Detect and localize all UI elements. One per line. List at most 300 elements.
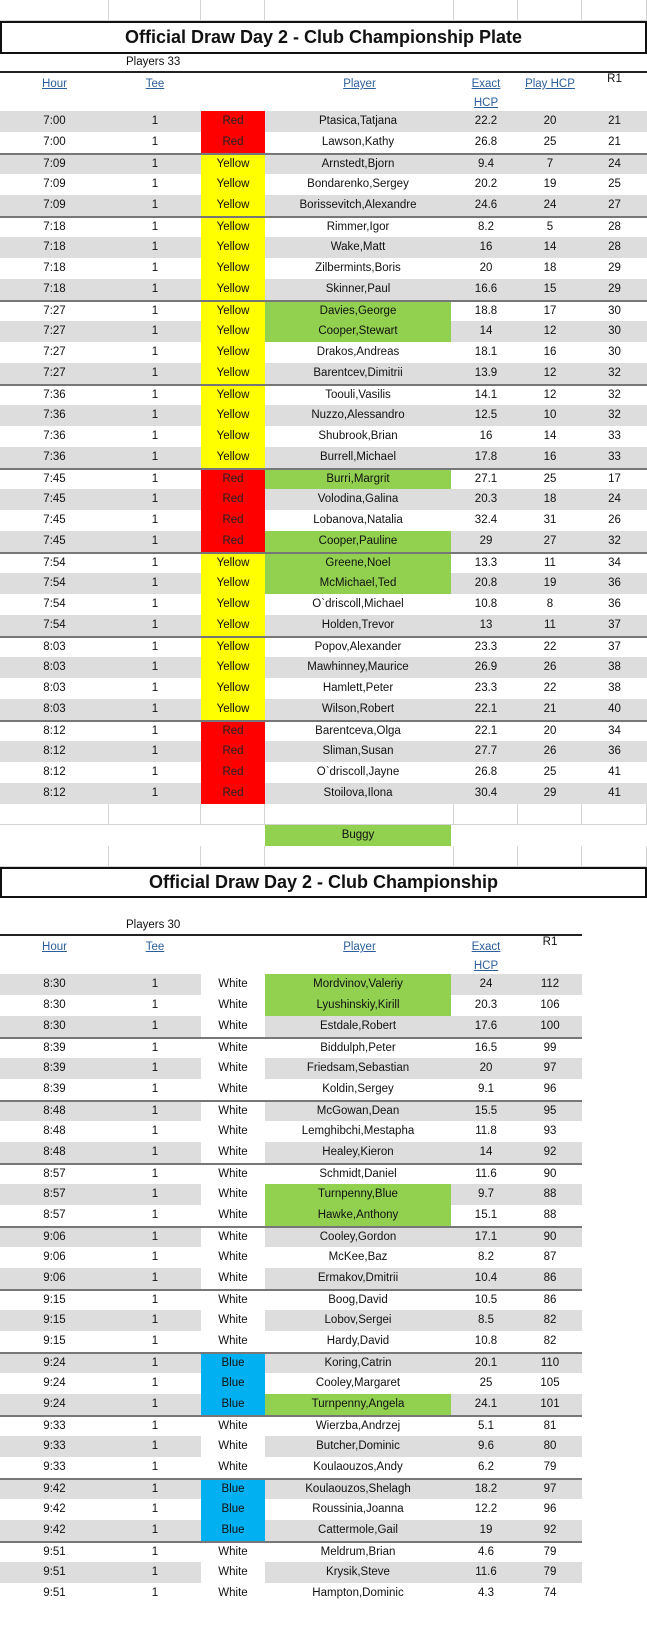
exact-hcp: 12.5 <box>474 409 498 421</box>
player-name: Burrell,Michael <box>319 451 397 463</box>
tee-time: 9:15 <box>43 1314 66 1326</box>
tee-number: 1 <box>151 473 159 485</box>
table-row <box>0 1520 582 1541</box>
tee-number: 1 <box>151 1042 159 1054</box>
tee-color: White <box>201 1583 265 1604</box>
tee-color: White <box>201 1247 265 1268</box>
r1-score: 32 <box>608 367 621 379</box>
player-name: Boog,David <box>328 1294 388 1306</box>
tee-color: Red <box>201 762 265 783</box>
r1-score: 33 <box>608 430 621 442</box>
table-row <box>0 1436 582 1457</box>
table-row <box>0 1499 582 1520</box>
tee-color: Yellow <box>201 638 265 657</box>
player-name: Mordvinov,Valeriy <box>265 974 451 995</box>
r1-score: 92 <box>543 1146 557 1158</box>
player-name: Arnstedt,Bjorn <box>321 158 395 170</box>
player-name: Zilbermints,Boris <box>315 262 401 274</box>
table-row <box>0 258 647 279</box>
r1-score: 26 <box>608 514 621 526</box>
tee-time: 9:51 <box>43 1587 66 1599</box>
tee-color: Yellow <box>201 554 265 573</box>
exact-hcp: 16.6 <box>474 283 498 295</box>
r1-score: 36 <box>608 745 621 757</box>
player-header[interactable]: Player <box>343 941 376 953</box>
player-name: Holden,Trevor <box>321 619 395 631</box>
tee-number: 1 <box>151 661 159 673</box>
exact-hcp: 13.9 <box>474 367 498 379</box>
tee-time: 8:57 <box>43 1209 66 1221</box>
tee-number: 1 <box>151 535 159 547</box>
r1-score: 79 <box>543 1461 557 1473</box>
table-row <box>0 384 647 405</box>
exact-hcp: 20 <box>479 262 493 274</box>
exact-hcp: 25 <box>479 1377 493 1389</box>
player-name: Wierzba,Andrzej <box>315 1420 401 1432</box>
play-hcp: 15 <box>543 283 557 295</box>
tee-number: 1 <box>151 1587 159 1599</box>
tee-time: 8:12 <box>43 787 66 799</box>
tee-number: 1 <box>151 1209 159 1221</box>
play-hcp: 19 <box>543 577 557 589</box>
play-hcp-header[interactable]: Play HCP <box>525 78 575 90</box>
table-row <box>0 321 647 342</box>
tee-color: White <box>201 1016 265 1037</box>
tee-color: Red <box>201 531 265 552</box>
r1-score: 100 <box>540 1020 560 1032</box>
r1-score: 38 <box>608 682 621 694</box>
play-hcp: 22 <box>543 641 557 653</box>
tee-time: 9:06 <box>43 1231 66 1243</box>
plate-title: Official Draw Day 2 - Club Championship Plate <box>0 21 647 54</box>
r1-score: 29 <box>608 283 621 295</box>
tee-header[interactable]: Tee <box>145 78 165 90</box>
player-name: Cooley,Margaret <box>315 1377 401 1389</box>
r1-score: 40 <box>608 703 621 715</box>
tee-color: White <box>201 1165 265 1184</box>
player-name: Davies,George <box>265 302 451 321</box>
player-name: Lyushinskiy,Kirill <box>265 995 451 1016</box>
player-name: Krysik,Steve <box>326 1566 390 1578</box>
tee-color: White <box>201 1291 265 1310</box>
exact-hcp: 13.3 <box>474 557 498 569</box>
tee-number: 1 <box>151 577 159 589</box>
exact-hcp: 17.8 <box>474 451 498 463</box>
tee-time: 9:42 <box>43 1503 66 1515</box>
tee-color: Yellow <box>201 174 265 195</box>
exact-hcp: 27.7 <box>474 745 498 757</box>
tee-number: 1 <box>151 1546 159 1558</box>
tee-number: 1 <box>151 1461 159 1473</box>
player-name: Barentceva,Olga <box>315 725 401 737</box>
tee-number: 1 <box>151 283 159 295</box>
tee-time: 8:03 <box>43 661 66 673</box>
r1-score: 34 <box>608 725 621 737</box>
plate-players-count: Players 33 <box>126 56 181 68</box>
tee-color: Blue <box>201 1499 265 1520</box>
exact-hcp: 5.1 <box>478 1420 494 1432</box>
tee-color: White <box>201 1058 265 1079</box>
tee-color: Blue <box>201 1394 265 1415</box>
player-name: Koring,Catrin <box>324 1357 392 1369</box>
tee-time: 9:42 <box>43 1483 66 1495</box>
play-hcp: 16 <box>543 451 557 463</box>
table-row <box>0 1079 582 1100</box>
player-name: McKee,Baz <box>328 1251 388 1263</box>
exact-hcp: 19 <box>479 1524 493 1536</box>
tee-number: 1 <box>151 557 159 569</box>
player-name: Stoilova,Ilona <box>323 787 393 799</box>
empty-row <box>0 846 647 867</box>
table-row <box>0 573 647 594</box>
table-row <box>0 195 647 216</box>
tee-color: White <box>201 1184 265 1205</box>
tee-time: 9:06 <box>43 1251 66 1263</box>
exact-hcp: 10.5 <box>474 1294 498 1306</box>
tee-number: 1 <box>151 221 159 233</box>
player-header[interactable]: Player <box>343 78 376 90</box>
play-hcp: 12 <box>543 389 557 401</box>
tee-number: 1 <box>151 178 159 190</box>
tee-time: 8:39 <box>43 1042 66 1054</box>
exact-hcp: 17.1 <box>474 1231 498 1243</box>
player-name: Schmidt,Daniel <box>319 1168 397 1180</box>
player-name: Cooley,Gordon <box>319 1231 397 1243</box>
play-hcp: 19 <box>543 178 557 190</box>
r1-header: R1 <box>607 73 622 85</box>
tee-number: 1 <box>151 619 159 631</box>
tee-color: Yellow <box>201 363 265 384</box>
table-row <box>0 1058 582 1079</box>
table-row <box>0 300 647 321</box>
tee-number: 1 <box>151 1420 159 1432</box>
table-row <box>0 1121 582 1142</box>
tee-time: 9:51 <box>43 1546 66 1558</box>
table-row <box>0 1310 582 1331</box>
table-row <box>0 510 647 531</box>
player-name: Nuzzo,Alessandro <box>311 409 405 421</box>
tee-time: 7:54 <box>43 577 66 589</box>
tee-time: 7:00 <box>43 115 66 127</box>
r1-score: 106 <box>540 999 560 1011</box>
tee-number: 1 <box>151 451 159 463</box>
exact-hcp: 8.2 <box>478 1251 494 1263</box>
play-hcp: 18 <box>543 493 557 505</box>
play-hcp: 21 <box>543 703 557 715</box>
exact-hcp: 11.8 <box>475 1125 497 1137</box>
tee-number: 1 <box>151 1272 159 1284</box>
play-hcp: 27 <box>543 535 557 547</box>
tee-time: 9:33 <box>43 1440 66 1452</box>
tee-number: 1 <box>151 389 159 401</box>
player-name: Ermakov,Dmitrii <box>317 1272 399 1284</box>
exact-hcp: 8.2 <box>478 221 494 233</box>
table-row <box>0 426 647 447</box>
hour-header[interactable]: Hour <box>42 78 67 90</box>
tee-number: 1 <box>151 241 159 253</box>
r1-score: 30 <box>608 305 621 317</box>
exact-hcp: 24 <box>479 978 493 990</box>
play-hcp: 14 <box>543 241 557 253</box>
exact-hcp: 14.1 <box>474 389 498 401</box>
player-name: Friedsam,Sebastian <box>306 1062 410 1074</box>
player-name: Lobanova,Natalia <box>313 514 403 526</box>
exact-hcp: 12.2 <box>474 1503 498 1515</box>
table-row <box>0 468 647 489</box>
r1-score: 79 <box>543 1546 557 1558</box>
tee-time: 8:03 <box>43 682 66 694</box>
tee-color: Red <box>201 722 265 741</box>
table-row <box>0 1352 582 1373</box>
table-row <box>0 279 647 300</box>
tee-time: 9:33 <box>43 1461 66 1473</box>
tee-color: Blue <box>201 1373 265 1394</box>
r1-score: 37 <box>608 641 621 653</box>
r1-score: 28 <box>608 241 621 253</box>
tee-time: 8:48 <box>43 1125 66 1137</box>
tee-number: 1 <box>151 1146 159 1158</box>
tee-header[interactable]: Tee <box>145 941 165 953</box>
tee-time: 9:51 <box>43 1566 66 1578</box>
player-name: Hardy,David <box>326 1335 390 1347</box>
tee-number: 1 <box>151 1440 159 1452</box>
table-row <box>0 1247 582 1268</box>
player-name: Cooper,Stewart <box>265 321 451 342</box>
r1-score: 32 <box>608 389 621 401</box>
play-hcp: 18 <box>543 262 557 274</box>
r1-header: R1 <box>542 936 558 948</box>
exact-hcp: 18.8 <box>474 305 498 317</box>
exact-hcp: 20.3 <box>474 493 498 505</box>
player-name: Volodina,Galina <box>317 493 399 505</box>
player-name: Meldrum,Brian <box>320 1546 396 1558</box>
tee-number: 1 <box>151 682 159 694</box>
player-name: McMichael,Ted <box>265 573 451 594</box>
table-row <box>0 1541 582 1562</box>
player-name: Toouli,Vasilis <box>325 389 391 401</box>
table-row <box>0 1478 582 1499</box>
tee-time: 7:36 <box>43 389 66 401</box>
tee-color: Yellow <box>201 302 265 321</box>
exact-hcp: 26.9 <box>474 661 498 673</box>
exact-hcp: 27.1 <box>474 473 498 485</box>
table-row <box>0 699 647 720</box>
tee-color: Blue <box>201 1520 265 1541</box>
tee-time: 7:27 <box>43 367 66 379</box>
tee-color: White <box>201 1268 265 1289</box>
table-row <box>0 1394 582 1415</box>
exact-hcp: 14 <box>479 1146 493 1158</box>
r1-score: 21 <box>608 136 621 148</box>
r1-score: 97 <box>543 1483 557 1495</box>
table-row <box>0 342 647 363</box>
hour-header[interactable]: Hour <box>42 941 67 953</box>
r1-score: 96 <box>543 1503 557 1515</box>
table-row <box>0 594 647 615</box>
table-row <box>0 1289 582 1310</box>
table-row <box>0 657 647 678</box>
exact-hcp: 14 <box>479 325 493 337</box>
exact-hcp: 10.8 <box>474 1335 498 1347</box>
table-row <box>0 405 647 426</box>
play-hcp: 11 <box>544 619 556 631</box>
tee-number: 1 <box>151 430 159 442</box>
tee-time: 8:30 <box>43 999 66 1011</box>
exact-hcp: 9.1 <box>478 1083 494 1095</box>
table-row <box>0 153 647 174</box>
r1-score: 101 <box>540 1398 560 1410</box>
table-row <box>0 174 647 195</box>
table-row <box>0 1268 582 1289</box>
play-hcp: 24 <box>543 199 557 211</box>
empty-top-row <box>0 0 647 21</box>
exact-hcp: 20.8 <box>474 577 498 589</box>
tee-time: 8:48 <box>43 1146 66 1158</box>
tee-time: 7:27 <box>43 305 66 317</box>
tee-color: Yellow <box>201 195 265 216</box>
exact-hcp: 26.8 <box>474 136 498 148</box>
r1-score: 29 <box>608 262 621 274</box>
exact-hcp: 4.6 <box>478 1546 494 1558</box>
r1-score: 33 <box>608 451 621 463</box>
tee-color: White <box>201 1562 265 1583</box>
tee-number: 1 <box>151 1188 159 1200</box>
tee-number: 1 <box>151 745 159 757</box>
player-name: Turnpenny,Angela <box>265 1394 451 1415</box>
tee-time: 7:36 <box>43 409 66 421</box>
tee-color: Yellow <box>201 258 265 279</box>
player-name: Butcher,Dominic <box>316 1440 400 1452</box>
tee-color: Yellow <box>201 447 265 468</box>
play-hcp: 16 <box>543 346 557 358</box>
tee-time: 8:03 <box>43 703 66 715</box>
r1-score: 88 <box>543 1209 557 1221</box>
exact-hcp: 20.3 <box>474 999 498 1011</box>
table-row <box>0 636 647 657</box>
table-row <box>0 132 647 153</box>
tee-time: 8:30 <box>43 1020 66 1032</box>
exact-hcp: 32.4 <box>474 514 498 526</box>
tee-time: 7:00 <box>43 136 66 148</box>
tee-number: 1 <box>151 1398 159 1410</box>
champ-players-count: Players 30 <box>126 919 181 931</box>
r1-score: 74 <box>543 1587 557 1599</box>
exact-hcp-header[interactable]: Exact HCP <box>471 78 501 109</box>
tee-time: 9:06 <box>43 1272 66 1284</box>
exact-hcp: 23.3 <box>474 641 498 653</box>
player-name: Hamlett,Peter <box>322 682 394 694</box>
tee-color: White <box>201 1102 265 1121</box>
tee-number: 1 <box>151 1524 159 1536</box>
tee-color: Yellow <box>201 155 265 174</box>
tee-color: Blue <box>201 1354 265 1373</box>
r1-score: 32 <box>608 409 621 421</box>
tee-color: Blue <box>201 1480 265 1499</box>
r1-score: 24 <box>608 158 621 170</box>
exact-hcp-header[interactable]: Exact HCP <box>471 941 501 972</box>
tee-time: 7:36 <box>43 451 66 463</box>
tee-color: Yellow <box>201 342 265 363</box>
exact-hcp: 15.5 <box>474 1105 498 1117</box>
tee-color: White <box>201 1039 265 1058</box>
exact-hcp: 23.3 <box>474 682 498 694</box>
champ-title: Official Draw Day 2 - Club Championship <box>0 867 647 898</box>
exact-hcp: 18.1 <box>474 346 498 358</box>
spacer <box>0 898 647 917</box>
tee-time: 7:27 <box>43 325 66 337</box>
player-name: Hawke,Anthony <box>265 1205 451 1226</box>
tee-number: 1 <box>151 978 159 990</box>
tee-time: 8:57 <box>43 1168 66 1180</box>
table-row <box>0 1016 582 1037</box>
table-row <box>0 216 647 237</box>
tee-number: 1 <box>151 1231 159 1243</box>
tee-time: 7:54 <box>43 619 66 631</box>
player-name: Estdale,Robert <box>319 1020 397 1032</box>
player-name: Hampton,Dominic <box>312 1587 404 1599</box>
play-hcp: 26 <box>543 661 557 673</box>
table-row <box>0 1184 582 1205</box>
exact-hcp: 29 <box>479 535 493 547</box>
player-name: Roussinia,Joanna <box>312 1503 404 1515</box>
tee-color: Yellow <box>201 699 265 720</box>
tee-color: Yellow <box>201 218 265 237</box>
tee-time: 7:45 <box>43 493 66 505</box>
tee-color: Yellow <box>201 279 265 300</box>
r1-score: 28 <box>608 221 621 233</box>
tee-number: 1 <box>151 1357 159 1369</box>
tee-time: 7:54 <box>43 557 66 569</box>
champ-header-row <box>0 934 582 974</box>
r1-score: 30 <box>608 346 621 358</box>
tee-number: 1 <box>151 703 159 715</box>
exact-hcp: 8.5 <box>478 1314 494 1326</box>
tee-color: Yellow <box>201 573 265 594</box>
play-hcp: 12 <box>543 367 557 379</box>
player-name: Shubrook,Brian <box>318 430 398 442</box>
champ-table-body <box>0 974 647 1604</box>
play-hcp: 25 <box>543 136 557 148</box>
tee-time: 7:18 <box>43 221 66 233</box>
exact-hcp: 10.4 <box>474 1272 498 1284</box>
r1-score: 99 <box>543 1042 557 1054</box>
tee-color: Yellow <box>201 237 265 258</box>
play-hcp: 25 <box>543 473 557 485</box>
table-row <box>0 1457 582 1478</box>
player-name: Sliman,Susan <box>322 745 394 757</box>
tee-color: Red <box>201 783 265 804</box>
tee-time: 7:18 <box>43 262 66 274</box>
exact-hcp: 11.6 <box>475 1566 497 1578</box>
player-name: O`driscoll,Michael <box>312 598 404 610</box>
r1-score: 82 <box>543 1314 557 1326</box>
table-row <box>0 447 647 468</box>
r1-score: 87 <box>543 1251 557 1263</box>
tee-number: 1 <box>151 999 159 1011</box>
tee-time: 8:30 <box>43 978 66 990</box>
exact-hcp: 13 <box>479 619 493 631</box>
play-hcp: 29 <box>543 787 557 799</box>
tee-number: 1 <box>151 641 159 653</box>
play-hcp: 14 <box>543 430 557 442</box>
player-name: Mawhinney,Maurice <box>307 661 409 673</box>
tee-time: 9:15 <box>43 1335 66 1347</box>
r1-score: 90 <box>543 1168 557 1180</box>
player-name: Lemghibchi,Mestapha <box>301 1125 415 1137</box>
tee-color: Red <box>201 510 265 531</box>
player-name: Wilson,Robert <box>321 703 395 715</box>
table-row <box>0 489 647 510</box>
